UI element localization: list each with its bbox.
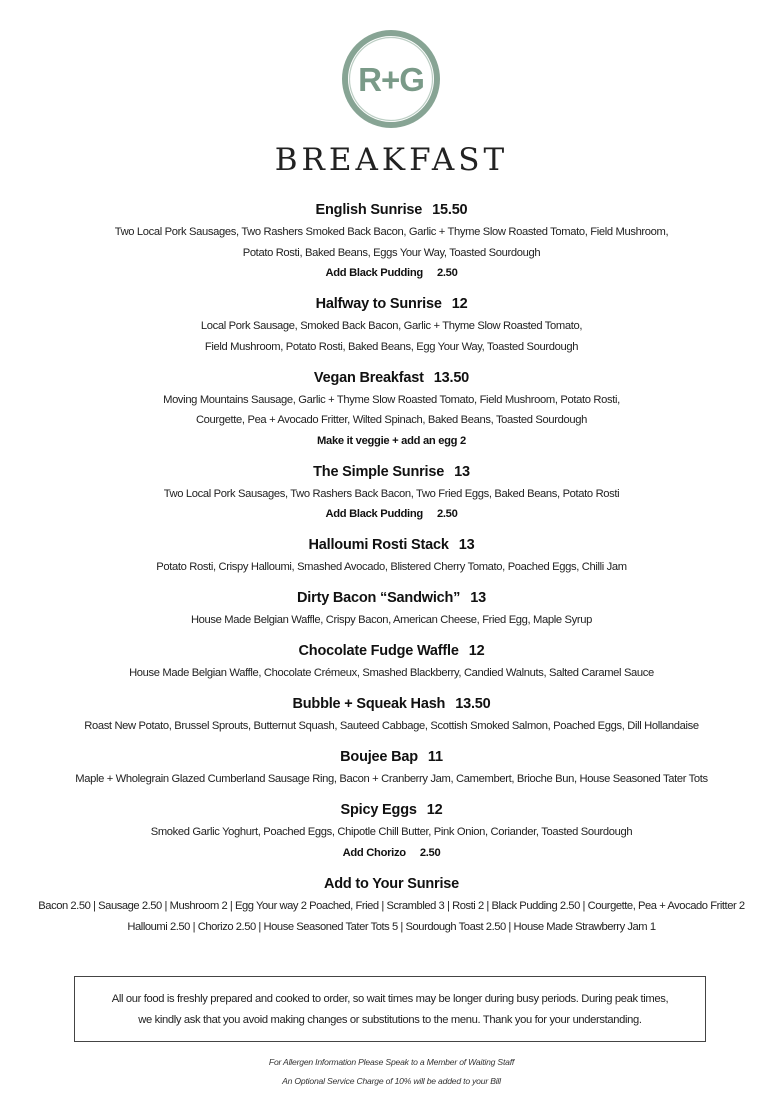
menu-item-name: Halfway to Sunrise [315, 296, 442, 312]
menu-list [0, 198, 783, 938]
menu-item-heading [0, 639, 783, 663]
extras-list-line: Bacon 2.50 | Sausage 2.50 | Mushroom 2 | Egg Your way 2 Poached, Fried | Scrambled 3 | Rosti 2 | Black Pudding 2.50 | Courgette, Pea + Avocado Fritter 2 [38, 899, 745, 912]
extras-list-line: Halloumi 2.50 | Chorizo 2.50 | House Seasoned Tater Tots 5 | Sourdough Toast 2.50 | House Made Strawberry Jam 1 [127, 920, 656, 933]
restaurant-logo [340, 28, 442, 130]
extras-section [0, 872, 783, 938]
menu-item-name: Chocolate Fudge Waffle [298, 643, 459, 659]
menu-item-description: Potato Rosti, Baked Beans, Eggs Your Way, Toasted Sourdough [242, 246, 541, 259]
menu-item-description: Smoked Garlic Yoghurt, Poached Eggs, Chipotle Chill Butter, Pink Onion, Coriander, Toasted Sourdough [150, 826, 633, 838]
menu-item [0, 366, 783, 452]
menu-item-price: 12 [426, 802, 443, 818]
addon-price: 2.50 [436, 267, 458, 279]
menu-item-description: House Made Belgian Waffle, Chocolate Crémeux, Smashed Blackberry, Candied Walnuts, Salted Caramel Sauce [129, 667, 654, 679]
addon-label: Add Black Pudding [325, 508, 423, 520]
menu-item-name: Halloumi Rosti Stack [308, 537, 449, 553]
menu-item-name: English Sunrise [315, 202, 423, 218]
menu-item-price: 13.50 [455, 696, 491, 712]
menu-item-heading [0, 533, 783, 557]
addon-label: Add Chorizo [342, 846, 406, 859]
menu-item-name: Spicy Eggs [340, 802, 417, 818]
notice-box [74, 976, 706, 1042]
menu-item-heading [0, 198, 783, 222]
logo-emblem [340, 28, 442, 130]
menu-item-description: Two Local Pork Sausages, Two Rashers Smoked Back Bacon, Garlic + Thyme Slow Roasted Tomato, Field Mushroom, [114, 226, 669, 238]
menu-item-name: Boujee Bap [340, 749, 418, 765]
menu-item [0, 533, 783, 578]
menu-item-price: 15.50 [432, 202, 468, 218]
addon-label: Add Black Pudding [325, 267, 423, 279]
menu-item-heading [0, 460, 783, 484]
menu-item [0, 198, 783, 284]
footer [0, 1053, 783, 1091]
menu-item-heading [0, 366, 783, 390]
addon-price: 2.50 [419, 846, 441, 859]
menu-item-description: Courgette, Pea + Avocado Fritter, Wilted Spinach, Baked Beans, Toasted Sourdough [195, 414, 588, 426]
menu-item [0, 292, 783, 357]
addon-price: 2.50 [436, 508, 458, 520]
menu-item-addon [0, 263, 783, 284]
menu-item [0, 586, 783, 631]
addon-label: Make it veggie + add an egg 2 [317, 434, 466, 447]
menu-item [0, 460, 783, 525]
menu-item-description: Local Pork Sausage, Smoked Back Bacon, Garlic + Thyme Slow Roasted Tomato, [200, 320, 583, 332]
menu-item-description: Two Local Pork Sausages, Two Rashers Back Bacon, Two Fried Eggs, Baked Beans, Potato Rosti [163, 487, 620, 500]
menu-item [0, 745, 783, 790]
menu-item-price: 13.50 [433, 369, 470, 386]
menu-item-heading [0, 798, 783, 822]
extras-title: Add to Your Sunrise [323, 875, 460, 892]
menu-item-price: 12 [451, 296, 468, 312]
notice-text: we kindly ask that you avoid making changes or substitutions to the menu. Thank you for your understanding. [138, 1014, 642, 1026]
menu-item-description: Potato Rosti, Crispy Halloumi, Smashed Avocado, Blistered Cherry Tomato, Poached Eggs, Chilli Jam [156, 561, 627, 573]
menu-item-addon [0, 431, 783, 452]
menu-item [0, 692, 783, 737]
menu-item-heading [0, 292, 783, 316]
menu-item-price: 11 [427, 749, 443, 765]
menu-item-heading [0, 745, 783, 769]
menu-item-name: Dirty Bacon “Sandwich” [297, 590, 461, 606]
notice-text: All our food is freshly prepared and cooked to order, so wait times may be longer during busy periods. During peak times, [111, 993, 669, 1005]
menu-item-addon [0, 843, 783, 864]
allergen-note: For Allergen Information Please Speak to a Member of Waiting Staff [268, 1057, 515, 1067]
menu-item-price: 13 [454, 463, 470, 480]
menu-item-name: The Simple Sunrise [313, 463, 445, 480]
menu-item-description: Roast New Potato, Brussel Sprouts, Butternut Squash, Sauteed Cabbage, Scottish Smoked Salmon, Poached Eggs, Dill Hollandaise [84, 720, 699, 732]
menu-item-price: 13 [470, 590, 486, 606]
menu-item-price: 13 [458, 537, 475, 553]
menu-item-heading [0, 692, 783, 716]
menu-item-description: Maple + Wholegrain Glazed Cumberland Sausage Ring, Bacon + Cranberry Jam, Camembert, Brioche Bun, House Seasoned Tater Tots [75, 773, 708, 785]
menu-item-price: 12 [468, 643, 485, 659]
menu-item [0, 639, 783, 684]
menu-item-description: Moving Mountains Sausage, Garlic + Thyme Slow Roasted Tomato, Field Mushroom, Potato Rosti, [163, 393, 620, 406]
page-title: BREAKFAST [274, 142, 509, 178]
menu-item-description: Field Mushroom, Potato Rosti, Baked Beans, Egg Your Way, Toasted Sourdough [204, 340, 579, 353]
service-charge-note: An Optional Service Charge of 10% will be added to your Bill [282, 1076, 501, 1086]
logo-text: R+G [358, 61, 424, 98]
menu-item [0, 798, 783, 863]
menu-item-name: Vegan Breakfast [313, 369, 424, 386]
menu-item-addon [0, 504, 783, 525]
menu-item-name: Bubble + Squeak Hash [292, 696, 446, 712]
menu-item-description: House Made Belgian Waffle, Crispy Bacon, American Cheese, Fried Egg, Maple Syrup [190, 614, 593, 626]
menu-item-heading [0, 586, 783, 610]
